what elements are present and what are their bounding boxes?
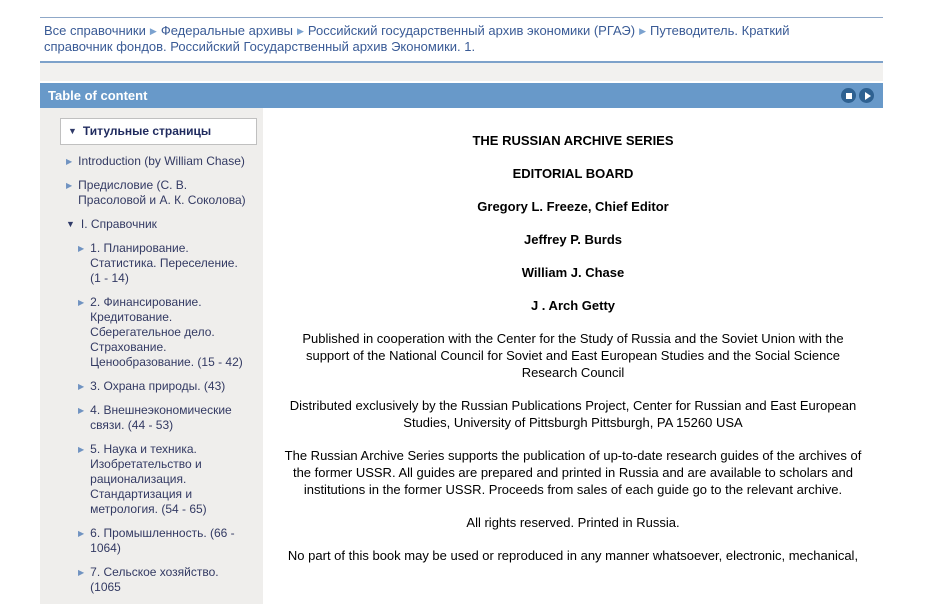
breadcrumb-separator-icon: ▶ [296, 26, 304, 36]
tree-item-label: Предисловие (С. В. Прасоловой и А. К. Соколова) [78, 178, 246, 207]
tree-item-preface[interactable] [66, 178, 255, 208]
tree-collapsed-icon: ▶ [78, 244, 85, 253]
tree-item-label: 3. Охрана природы. (43) [90, 379, 226, 393]
tree-collapsed-icon: ▶ [66, 181, 73, 190]
breadcrumb-link-all-directories[interactable]: Все справочники [44, 23, 146, 38]
tree-item-label: 7. Сельское хозяйство. (1065 [90, 565, 219, 594]
tree-item-section-4[interactable] [78, 403, 255, 433]
panel-buttons [841, 88, 874, 103]
content-paragraph: Published in cooperation with the Center for the Study of Russia and the Soviet Union with the support of the National Council for Soviet and East European Studies and the Social Science Research Council [302, 331, 844, 380]
tree-item-label: Introduction (by William Chase) [78, 154, 245, 168]
breadcrumb-link-federal-archives[interactable]: Федеральные архивы [160, 23, 293, 38]
tree-item-label: I. Справочник [80, 217, 157, 231]
content-paragraph: All rights reserved. Printed in Russia. [466, 515, 680, 530]
tree-item-label: 4. Внешнеэкономические связи. (44 - 53) [90, 403, 232, 432]
content-paragraph: No part of this book may be used or reproduced in any manner whatsoever, electronic, mechanical, [287, 548, 859, 563]
next-panel-button[interactable] [859, 88, 874, 103]
tree-collapsed-icon: ▶ [78, 529, 85, 538]
main-area [40, 108, 883, 604]
panel-title: Table of content [48, 88, 148, 103]
content-heading: William J. Chase [521, 265, 625, 280]
tree-collapsed-icon: ▶ [78, 382, 85, 391]
tree-expanded-icon: ▼ [68, 126, 77, 136]
tree-item-section-6[interactable] [78, 526, 255, 556]
tree-item-introduction[interactable] [66, 154, 255, 169]
breadcrumb-separator-icon: ▶ [149, 26, 157, 36]
breadcrumb [40, 17, 883, 63]
tree-item-label: 5. Наука и техника. Изобретательство и рационализация. Стандартизация и метрология. (54 - 65) [90, 442, 207, 516]
content-heading: Gregory L. Freeze, Chief Editor [477, 199, 669, 214]
content-heading: EDITORIAL BOARD [512, 166, 634, 181]
tree-item-title-pages[interactable] [60, 118, 257, 145]
tree-item-section-7[interactable] [78, 565, 255, 595]
content-paragraph: Distributed exclusively by the Russian Publications Project, Center for Russian and East European Studies, University of Pittsburgh Pittsburgh, PA 15260 USA [289, 398, 857, 430]
content-heading: J . Arch Getty [530, 298, 616, 313]
tree-collapsed-icon: ▶ [66, 157, 73, 166]
tree-collapsed-icon: ▶ [78, 445, 85, 454]
tree-item-label: 6. Промышленность. (66 - 1064) [90, 526, 235, 555]
breadcrumb-link-rgae[interactable]: Российский государственный архив экономики (РГАЭ) [307, 23, 636, 38]
tree-item-spravochnik[interactable] [66, 217, 255, 232]
stop-icon [846, 93, 852, 99]
tree-item-section-1[interactable] [78, 241, 255, 286]
toc-sidebar [40, 108, 263, 604]
tree-item-section-3[interactable] [78, 379, 255, 394]
toolbar-strip [40, 63, 883, 81]
tree-item-section-5[interactable] [78, 442, 255, 517]
breadcrumb-separator-icon: ▶ [639, 26, 646, 36]
tree-item-label: 2. Финансирование. Кредитование. Сберегательное дело. Страхование. Ценообразование. (15 - 42) [90, 295, 243, 369]
breadcrumb-current-page[interactable]: Путеводитель. Краткий справочник фондов. Российский Государственный архив Экономики. 1. [44, 23, 790, 54]
tree-collapsed-icon: ▶ [78, 298, 85, 307]
tree-collapsed-icon: ▶ [78, 406, 85, 415]
tree-collapsed-icon: ▶ [78, 568, 85, 577]
content-paragraph: The Russian Archive Series supports the publication of up-to-date research guides of the archives of the former USSR. All guides are prepared and printed in Russia and are available to scholars and institutions in the former USSR. Proceeds from sales of each guide go to the relevant archive. [284, 448, 862, 497]
content-heading: Jeffrey P. Burds [523, 232, 623, 247]
content-pane [263, 108, 883, 604]
content-heading: THE RUSSIAN ARCHIVE SERIES [472, 133, 674, 148]
panel-header [40, 83, 883, 108]
collapse-panel-button[interactable] [841, 88, 856, 103]
play-icon [865, 92, 871, 100]
page [40, 17, 883, 604]
tree-item-label: 1. Планирование. Статистика. Переселение. (1 - 14) [90, 241, 238, 285]
tree-item-label: Титульные страницы [82, 124, 212, 138]
tree-expanded-icon: ▼ [66, 219, 75, 229]
tree-item-section-2[interactable] [78, 295, 255, 370]
